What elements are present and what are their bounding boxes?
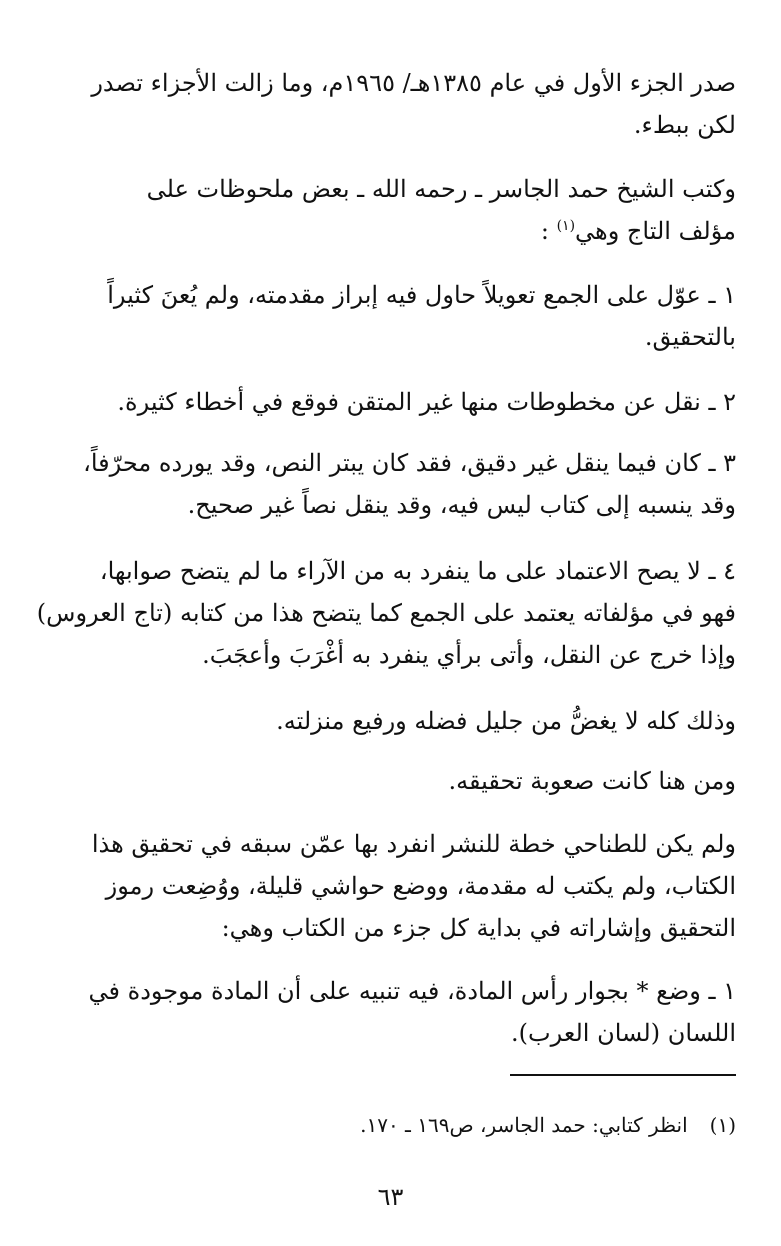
paragraph-3	[44, 274, 736, 358]
paragraph-line: وذلك كله لا يغضُّ من جليل فضله ورفيع منزلته.	[276, 707, 736, 735]
paragraph-line: لكن ببطء.	[633, 111, 736, 139]
paragraph-line: فهو في مؤلفاته يعتمد على الجمع كما يتضح هذا من كتابه (تاج العروس)	[36, 599, 736, 627]
footnote-divider	[510, 1074, 736, 1076]
paragraph-line: ١ ـ وضع * بجوار رأس المادة، فيه تنبيه على أن المادة موجودة في	[88, 977, 736, 1005]
paragraph-2	[44, 168, 736, 252]
page-number: ٦٣	[377, 1183, 404, 1211]
paragraph-line: ومن هنا كانت صعوبة تحقيقه.	[448, 767, 736, 795]
footnote	[44, 1110, 736, 1140]
paragraph-line: التحقيق وإشاراته في بداية كل جزء من الكتاب وهي:	[221, 914, 736, 942]
paragraph-9	[44, 823, 736, 949]
paragraph-line: الكتاب، ولم يكتب له مقدمة، ووضع حواشي قليلة، ووُضِعت رموز	[105, 872, 736, 900]
paragraph-line-text: مؤلف التاج وهي	[575, 217, 736, 245]
paragraph-10	[44, 970, 736, 1054]
paragraph-6	[36, 550, 736, 676]
footnote-text: انظر كتابي: حمد الجاسر، ص١٦٩ ـ ١٧٠.	[360, 1113, 688, 1137]
footnote-mark: (١)	[709, 1113, 736, 1137]
paragraph-line: صدر الجزء الأول في عام ١٣٨٥هـ/ ١٩٦٥م، وما زالت الأجزاء تصدر	[91, 69, 736, 97]
paragraph-line: ١ ـ عوّل على الجمع تعويلاً حاول فيه إبراز مقدمته، ولم يُعنَ كثيراً	[107, 281, 736, 309]
paragraph-line: وإذا خرج عن النقل، وأتى برأي ينفرد به أغْرَبَ وأعجَبَ.	[202, 641, 736, 669]
paragraph-4	[44, 381, 736, 423]
paragraph-line-tail: :	[540, 217, 549, 245]
paragraph-line: ٤ ـ لا يصح الاعتماد على ما ينفرد به من الآراء ما لم يتضح صوابها،	[99, 557, 736, 585]
paragraph-7	[44, 700, 736, 742]
paragraph-line: ٣ ـ كان فيما ينقل غير دقيق، فقد كان يبتر النص، وقد يورده محرّفاً،	[83, 449, 736, 477]
paragraph-5	[44, 442, 736, 526]
paragraph-line: ٢ ـ نقل عن مخطوطات منها غير المتقن فوقع في أخطاء كثيرة.	[117, 388, 736, 416]
footnote-reference: (١)	[556, 218, 576, 234]
paragraph-line	[44, 210, 736, 252]
paragraph-1	[44, 62, 736, 146]
paragraph-8	[44, 760, 736, 802]
paragraph-line: ولم يكن للطناحي خطة للنشر انفرد بها عمّن سبقه في تحقيق هذا	[91, 830, 736, 858]
paragraph-line: وكتب الشيخ حمد الجاسر ـ رحمه الله ـ بعض ملحوظات على	[146, 175, 736, 203]
paragraph-line: اللسان (لسان العرب).	[511, 1019, 736, 1047]
paragraph-line: وقد ينسبه إلى كتاب ليس فيه، وقد ينقل نصاً غير صحيح.	[187, 491, 736, 519]
paragraph-line: بالتحقيق.	[644, 323, 736, 351]
